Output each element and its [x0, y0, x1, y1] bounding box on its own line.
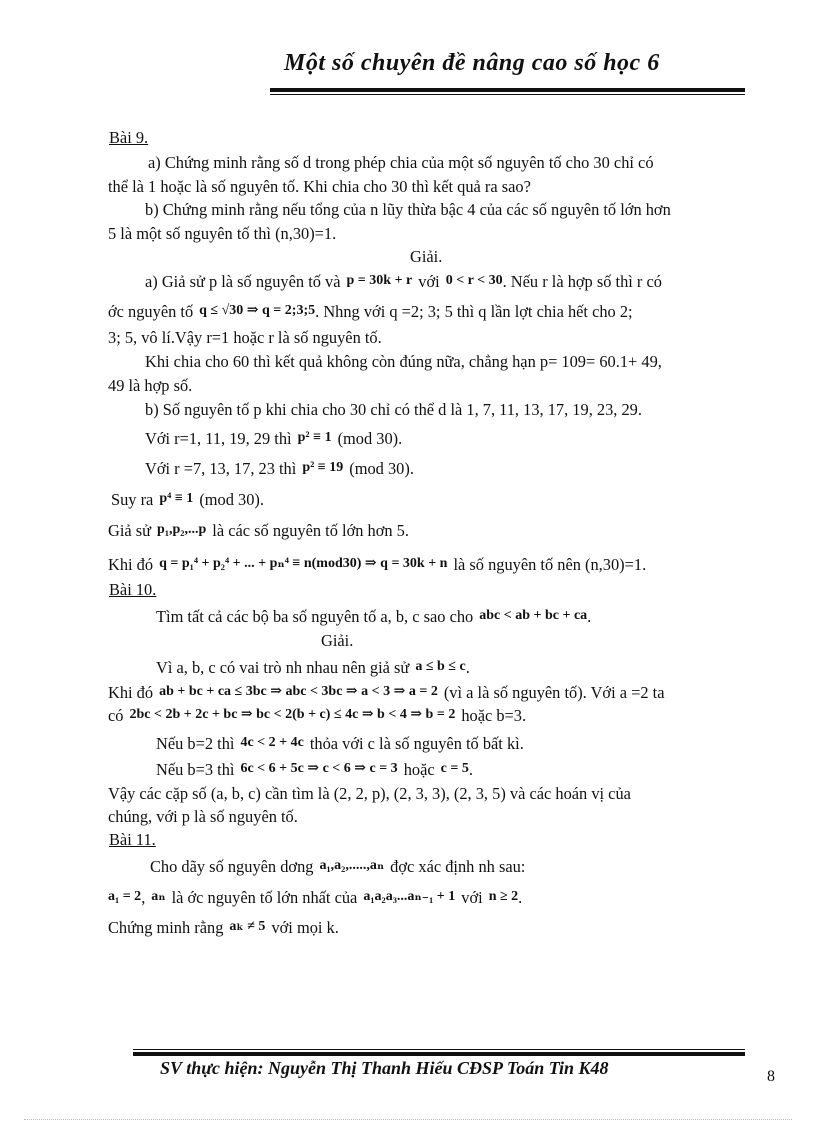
bai9-b-line1: b) Chứng minh rằng nếu tổng của n lũy thừa bậc 4 của các số nguyên tố lớn hơn [145, 200, 671, 219]
formula: abc < ab + bc + ca [479, 608, 588, 623]
bai10-line4: có 2bc < 2b + 2c + bc ⇒ bc < 2(b + c) ≤ 4c ⇒ b < 4 ⇒ b = 2 hoặc b=3. [108, 706, 527, 725]
formula: p = 30k + r [346, 273, 413, 288]
formula: aₙ [151, 889, 166, 904]
bai9-sol-line1: a) Giả sử p là số nguyên tố và p = 30k + r với 0 < r < 30. Nếu r là hợp số thì r có [145, 272, 662, 291]
bai9-sol-line5: 49 là hợp số. [108, 376, 193, 395]
bai9-b-line2: 5 là một số nguyên tố thì (n,30)=1. [108, 224, 337, 243]
bai11-heading: Bài 11. [109, 830, 156, 849]
bai9-sol-line4: Khi chia cho 60 thì kết quả không còn đúng nữa, chẳng hạn p= 109= 60.1+ 49, [145, 352, 662, 371]
formula: q = p₁⁴ + p₂⁴ + ... + pₙ⁴ ≡ n(mod30) ⇒ q = 30k + n [159, 556, 448, 571]
formula: aₖ ≠ 5 [229, 919, 266, 934]
formula: p² ≡ 19 [302, 460, 344, 475]
bai10-line1: Tìm tất cả các bộ ba số nguyên tố a, b, c sao cho abc < ab + bc + ca. [156, 607, 592, 626]
formula: 6c < 6 + 5c ⇒ c < 6 ⇒ c = 3 [240, 761, 398, 776]
page-header-title: Một số chuyên đề nâng cao số học 6 [284, 50, 660, 76]
bai9-heading: Bài 9. [109, 128, 149, 147]
header-rule-thin [270, 94, 745, 95]
bai10-line8: chúng, với p là số nguyên tố. [108, 807, 298, 826]
formula: a₁ = 2 [108, 889, 142, 904]
bai10-heading: Bài 10. [109, 580, 157, 599]
bai9-a-line2: thể là 1 hoặc là số nguyên tố. Khi chia cho 30 thì kết quả ra sao? [108, 177, 531, 196]
bai10-line3: Khi đó ab + bc + ca ≤ 3bc ⇒ abc < 3bc ⇒ a < 3 ⇒ a = 2 (vì a là số nguyên tố). Với a =2 ta [108, 683, 665, 702]
footer-rule-thin [133, 1049, 745, 1050]
bai9-a-line1: a) Chứng minh rằng số d trong phép chia của một số nguyên tố cho 30 chỉ có [148, 153, 654, 172]
formula: q ≤ √30 ⇒ q = 2;3;5 [199, 303, 316, 318]
bai9-sol-line8: Với r =7, 13, 17, 23 thì p² ≡ 19 (mod 30). [145, 459, 414, 478]
formula: a₁,a₂,.....,aₙ [319, 858, 385, 873]
header-rule [270, 88, 745, 92]
bai9-sol-line10: Giả sử p₁,p₂,...p là các số nguyên tố lớn hơn 5. [108, 521, 409, 540]
bai11-line2: a₁ = 2, aₙ là ớc nguyên tố lớn nhất của a₁a₂a₃...aₙ₋₁ + 1 với n ≥ 2. [108, 888, 523, 907]
formula: p² ≡ 1 [297, 430, 332, 445]
bai9-giai: Giải. [410, 247, 443, 266]
footer-rule [133, 1052, 745, 1056]
bai10-line7: Vậy các cặp số (a, b, c) cần tìm là (2, 2, p), (2, 3, 3), (2, 3, 5) và các hoán vị của [108, 784, 631, 803]
formula: 2bc < 2b + 2c + bc ⇒ bc < 2(b + c) ≤ 4c ⇒ b < 4 ⇒ b = 2 [129, 707, 456, 722]
page-number: 8 [767, 1068, 775, 1085]
bai9-sol-line3: 3; 5, vô lí.Vậy r=1 hoặc r là số nguyên tố. [108, 328, 382, 347]
bai9-sol-line11: Khi đó q = p₁⁴ + p₂⁴ + ... + pₙ⁴ ≡ n(mod30) ⇒ q = 30k + n là số nguyên tố nên (n,30)=1. [108, 555, 647, 574]
page-bottom-divider [24, 1119, 792, 1120]
bai11-line1: Cho dãy số nguyên dơng a₁,a₂,.....,aₙ đợc xác định nh sau: [150, 857, 526, 876]
formula: ab + bc + ca ≤ 3bc ⇒ abc < 3bc ⇒ a < 3 ⇒ a = 2 [159, 684, 438, 699]
bai9-sol-line7: Với r=1, 11, 19, 29 thì p² ≡ 1 (mod 30). [145, 429, 403, 448]
bai10-line5: Nếu b=2 thì 4c < 2 + 4c thỏa với c là số nguyên tố bất kì. [156, 734, 524, 753]
bai9-sol-line6: b) Số nguyên tố p khi chia cho 30 chỉ có thể d là 1, 7, 11, 13, 17, 19, 23, 29. [145, 400, 642, 419]
bai10-giai: Giải. [321, 631, 354, 650]
formula: a ≤ b ≤ c [415, 659, 466, 674]
formula: a₁a₂a₃...aₙ₋₁ + 1 [363, 889, 456, 904]
formula: p⁴ ≡ 1 [159, 491, 194, 506]
formula: 0 < r < 30 [445, 273, 503, 288]
bai10-line6: Nếu b=3 thì 6c < 6 + 5c ⇒ c < 6 ⇒ c = 3 hoặc c = 5. [156, 760, 473, 779]
formula: c = 5 [440, 761, 469, 776]
formula: n ≥ 2 [488, 889, 519, 904]
bai10-line2: Vì a, b, c có vai trò nh nhau nên giả sử a ≤ b ≤ c. [156, 658, 470, 677]
footer-credit: SV thực hiện: Nguyễn Thị Thanh Hiếu CĐSP Toán Tin K48 [160, 1058, 609, 1078]
bai9-sol-line2: ớc nguyên tố q ≤ √30 ⇒ q = 2;3;5. Nhng với q =2; 3; 5 thì q lần lợt chia hết cho 2; [108, 302, 633, 321]
formula: p₁,p₂,...p [157, 522, 207, 537]
formula: 4c < 2 + 4c [240, 735, 304, 750]
bai11-line3: Chứng minh rằng aₖ ≠ 5 với mọi k. [108, 918, 339, 937]
bai9-sol-line9: Suy ra p⁴ ≡ 1 (mod 30). [111, 490, 264, 509]
